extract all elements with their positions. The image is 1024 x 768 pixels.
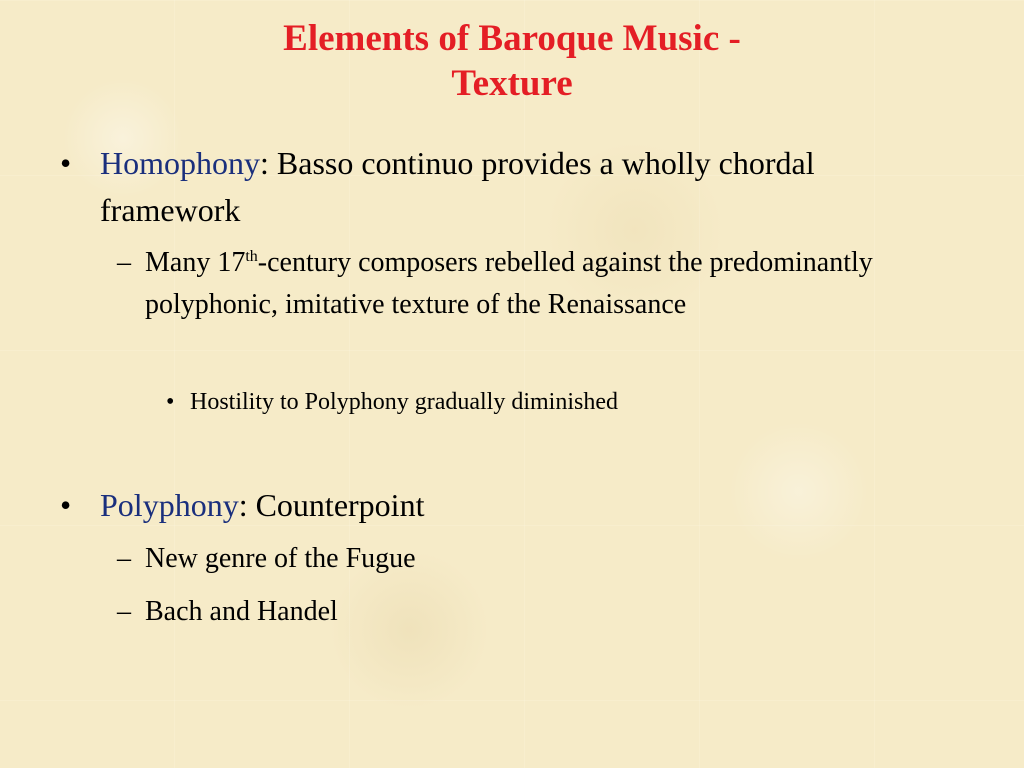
sub-bullet-text: Bach and Handel [145, 596, 338, 627]
sub-bullet-text-start: Many 17 [145, 247, 246, 278]
bullet-term: Polyphony [100, 487, 239, 523]
sub-sub-bullet-item [166, 386, 866, 418]
dash-icon: – [117, 543, 131, 574]
sub-bullet-item [117, 538, 917, 580]
slide-title-line-2: Texture [451, 63, 573, 104]
sub-bullet-text [145, 242, 917, 326]
bullet-text [100, 482, 940, 529]
bullet-item-homophony [60, 140, 940, 234]
bullet-dot-icon: • [60, 145, 72, 181]
sub-bullet-text-end: -century composers rebelled against the predominantly polyphonic, imitative texture of the Renaissance [145, 247, 873, 320]
bullet-description: : Counterpoint [238, 487, 425, 523]
sub-bullet-item [117, 591, 917, 633]
dash-icon: – [117, 596, 131, 627]
sub-bullet-text: New genre of the Fugue [145, 543, 416, 574]
bullet-text [100, 140, 940, 234]
bullet-description: : Basso continuo provides a wholly chordal framework [100, 145, 815, 228]
bullet-dot-icon: • [166, 389, 175, 415]
slide-title-line-1: Elements of Baroque Music - [283, 18, 741, 59]
dash-icon: – [117, 247, 131, 278]
sub-bullet-item [117, 242, 917, 326]
ordinal-superscript: th [245, 248, 258, 265]
sub-sub-bullet-text: Hostility to Polyphony gradually diminished [190, 389, 618, 415]
bullet-item-polyphony [60, 482, 940, 529]
bullet-dot-icon: • [60, 487, 72, 523]
bullet-term: Homophony [100, 145, 260, 181]
